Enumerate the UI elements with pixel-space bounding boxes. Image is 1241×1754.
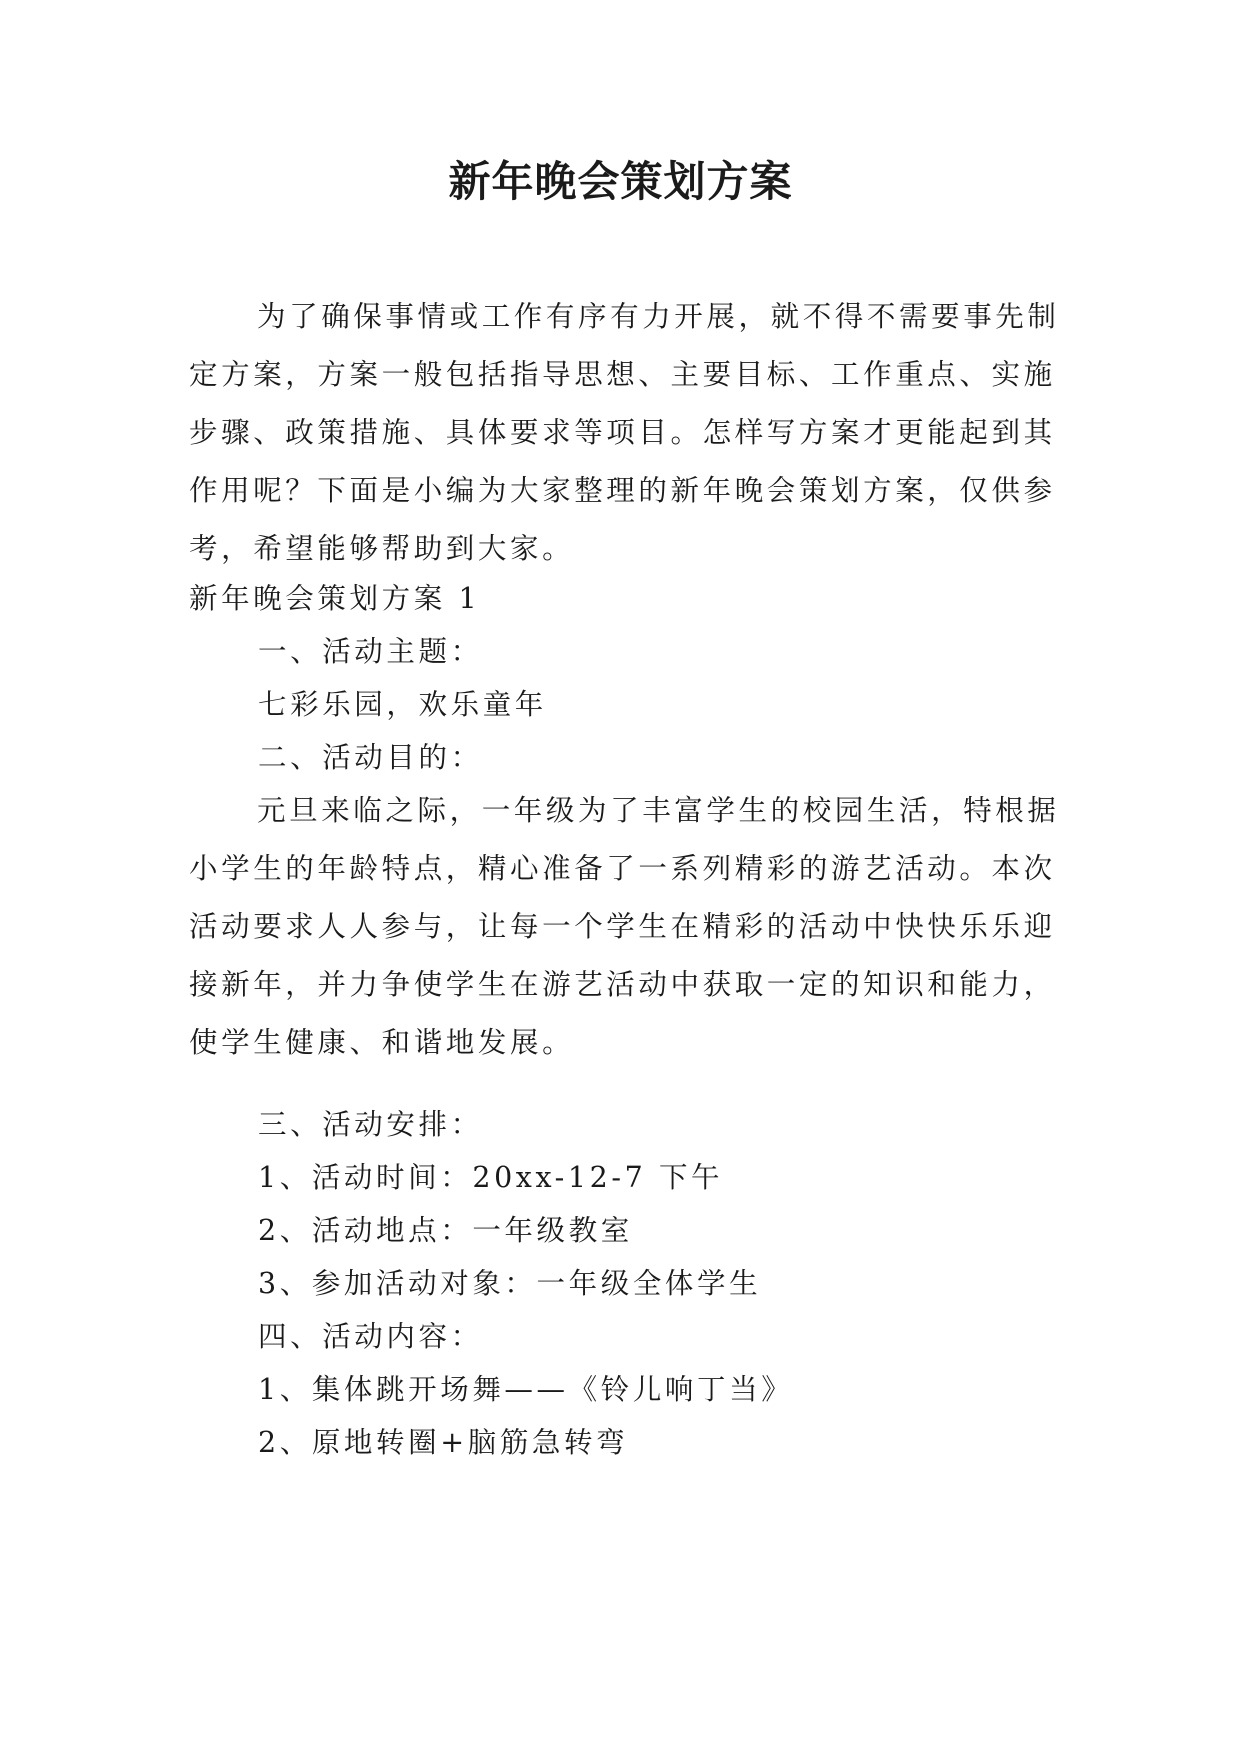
arrangement-item: 2、活动地点：一年级教室	[258, 1214, 633, 1247]
content-item: 1、集体跳开场舞——《铃儿响丁当》	[258, 1373, 794, 1406]
arrangement-heading: 三、活动安排：	[258, 1108, 483, 1141]
section-heading: 新年晚会策划方案 1	[189, 582, 481, 615]
content-item: 2、原地转圈+脑筋急转弯	[258, 1426, 629, 1459]
intro-paragraph: 为了确保事情或工作有序有力开展，就不得不需要事先制定方案，方案一般包括指导思想、主要目标、工作重点、实施步骤、政策措施、具体要求等项目。怎样写方案才更能起到其作用呢？下面是小编为大家整理的新年晚会策划方案，仅供参考，希望能够帮助到大家。	[189, 300, 1060, 565]
content-heading: 四、活动内容：	[258, 1320, 483, 1353]
arrangement-item: 1、活动时间：20xx-12-7 下午	[258, 1161, 724, 1194]
purpose-heading: 二、活动目的：	[258, 741, 483, 774]
purpose-paragraph: 元旦来临之际，一年级为了丰富学生的校园生活，特根据小学生的年龄特点，精心准备了一系列精彩的游艺活动。本次活动要求人人参与，让每一个学生在精彩的活动中快快乐乐迎接新年，并力争使学生在游艺活动中获取一定的知识和能力，使学生健康、和谐地发展。	[189, 794, 1060, 1059]
theme-text: 七彩乐园，欢乐童年	[258, 688, 547, 721]
arrangement-item: 3、参加活动对象：一年级全体学生	[258, 1267, 762, 1300]
document-title: 新年晚会策划方案	[448, 157, 793, 206]
theme-heading: 一、活动主题：	[258, 635, 483, 668]
